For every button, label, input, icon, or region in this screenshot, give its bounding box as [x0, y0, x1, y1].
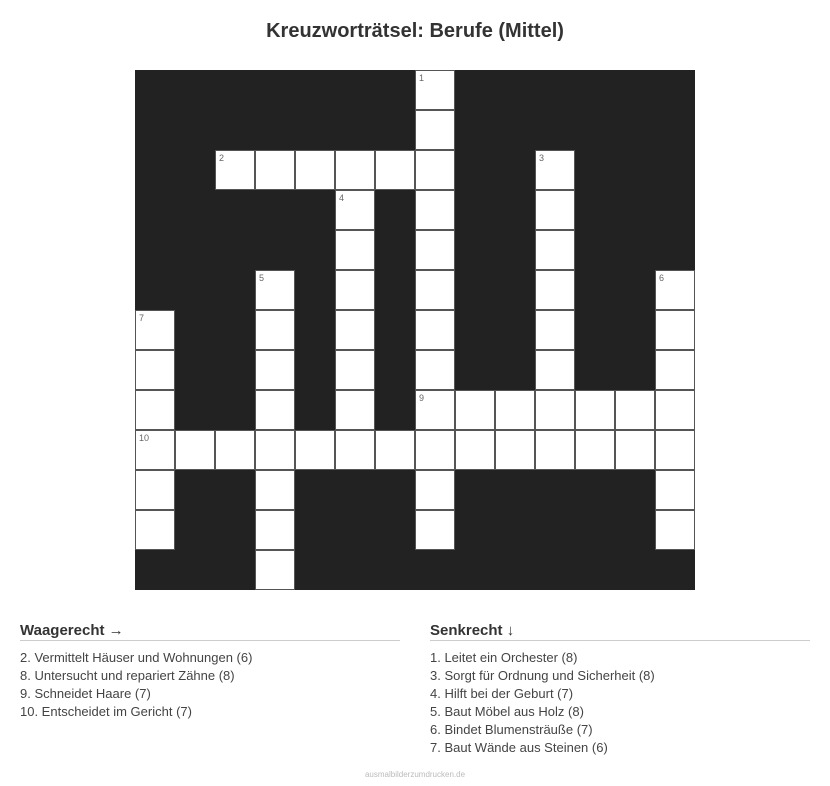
- grid-cell[interactable]: [415, 350, 455, 390]
- grid-cell[interactable]: [335, 150, 375, 190]
- grid-cell[interactable]: [335, 430, 375, 470]
- clue-number: 5: [259, 273, 265, 283]
- clue-number: 9: [419, 393, 425, 403]
- grid-cell[interactable]: [535, 310, 575, 350]
- grid-cell[interactable]: [535, 190, 575, 230]
- across-clues: [20, 622, 400, 721]
- grid-cell[interactable]: [655, 510, 695, 550]
- grid-cell[interactable]: [415, 190, 455, 230]
- grid-cell[interactable]: [255, 510, 295, 550]
- grid-cell[interactable]: [495, 390, 535, 430]
- across-clue-list: [20, 649, 400, 721]
- down-clue-list: [430, 649, 810, 757]
- grid-cell[interactable]: [575, 390, 615, 430]
- grid-cell[interactable]: [335, 310, 375, 350]
- down-clue: 5. Baut Möbel aus Holz (8): [430, 704, 584, 719]
- grid-cell[interactable]: [295, 430, 335, 470]
- clue-number: 6: [659, 273, 665, 283]
- grid-cell[interactable]: [335, 230, 375, 270]
- grid-cell[interactable]: [415, 470, 455, 510]
- grid-cell[interactable]: [415, 230, 455, 270]
- grid-cell[interactable]: [335, 270, 375, 310]
- across-heading: Waagerecht →: [20, 622, 400, 641]
- grid-cell[interactable]: [135, 470, 175, 510]
- grid-cell[interactable]: [575, 430, 615, 470]
- grid-cell[interactable]: [415, 430, 455, 470]
- grid-cell[interactable]: [415, 270, 455, 310]
- page-title: Kreuzworträtsel: Berufe (Mittel): [266, 20, 564, 42]
- grid-cell[interactable]: [255, 310, 295, 350]
- grid-cell[interactable]: [135, 310, 175, 350]
- grid-cell[interactable]: [335, 350, 375, 390]
- down-clue: 4. Hilft bei der Geburt (7): [430, 686, 574, 701]
- grid-cell[interactable]: [535, 230, 575, 270]
- grid-cell[interactable]: [535, 150, 575, 190]
- down-heading: Senkrecht ↓: [430, 622, 810, 641]
- clue-number: 10: [139, 433, 150, 443]
- clue-number: 7: [139, 313, 145, 323]
- grid-cell[interactable]: [415, 510, 455, 550]
- grid-cell[interactable]: [495, 430, 535, 470]
- grid-cell[interactable]: [135, 390, 175, 430]
- grid-cell[interactable]: [535, 350, 575, 390]
- grid-cell[interactable]: [295, 150, 335, 190]
- grid-cell[interactable]: [255, 270, 295, 310]
- down-clue: 3. Sorgt für Ordnung und Sicherheit (8): [430, 668, 655, 683]
- grid-cell[interactable]: [255, 350, 295, 390]
- footer-credit: ausmalbilderzumdrucken.de: [364, 770, 466, 779]
- across-clue: 2. Vermittelt Häuser und Wohnungen (6): [20, 650, 253, 665]
- down-clue: 7. Baut Wände aus Steinen (6): [430, 740, 608, 755]
- down-clue: 1. Leitet ein Orchester (8): [430, 650, 578, 665]
- across-clue: 8. Untersucht und repariert Zähne (8): [20, 668, 235, 683]
- grid-cell[interactable]: [615, 390, 655, 430]
- grid-cell[interactable]: [335, 390, 375, 430]
- down-clues: [430, 622, 810, 757]
- grid-cell[interactable]: [655, 430, 695, 470]
- grid-cell[interactable]: [655, 310, 695, 350]
- grid-cell[interactable]: [535, 270, 575, 310]
- grid-cell[interactable]: [255, 550, 295, 590]
- grid-cell[interactable]: [135, 510, 175, 550]
- grid-cell[interactable]: [415, 390, 455, 430]
- grid-cell[interactable]: [655, 350, 695, 390]
- grid-cell[interactable]: [215, 430, 255, 470]
- grid-cell[interactable]: [655, 270, 695, 310]
- grid-cell[interactable]: [415, 150, 455, 190]
- grid-cell[interactable]: [135, 350, 175, 390]
- grid-cell[interactable]: [255, 470, 295, 510]
- grid-cell[interactable]: [535, 390, 575, 430]
- grid-cell[interactable]: [215, 150, 255, 190]
- grid-cell[interactable]: [455, 390, 495, 430]
- grid-cell[interactable]: [175, 430, 215, 470]
- clue-number: 4: [339, 193, 345, 203]
- grid-cell[interactable]: [535, 430, 575, 470]
- grid-cell[interactable]: [415, 70, 455, 110]
- clue-number: 2: [219, 153, 225, 163]
- grid-cell[interactable]: [255, 150, 295, 190]
- grid-cell[interactable]: [135, 430, 175, 470]
- grid-cell[interactable]: [415, 310, 455, 350]
- grid-cell[interactable]: [375, 150, 415, 190]
- grid-cell[interactable]: [455, 430, 495, 470]
- clue-number: 1: [419, 73, 425, 83]
- grid-cell[interactable]: [655, 470, 695, 510]
- crossword-grid: [135, 70, 695, 590]
- grid-cell[interactable]: [615, 430, 655, 470]
- grid-cell[interactable]: [335, 190, 375, 230]
- grid-cell[interactable]: [255, 430, 295, 470]
- grid-cell[interactable]: [655, 390, 695, 430]
- grid-cell[interactable]: [375, 430, 415, 470]
- across-clue: 9. Schneidet Haare (7): [20, 686, 151, 701]
- grid-cell[interactable]: [415, 110, 455, 150]
- across-clue: 10. Entscheidet im Gericht (7): [20, 704, 192, 719]
- down-clue: 6. Bindet Blumensträuße (7): [430, 722, 593, 737]
- clue-number: 3: [539, 153, 545, 163]
- grid-cell[interactable]: [255, 390, 295, 430]
